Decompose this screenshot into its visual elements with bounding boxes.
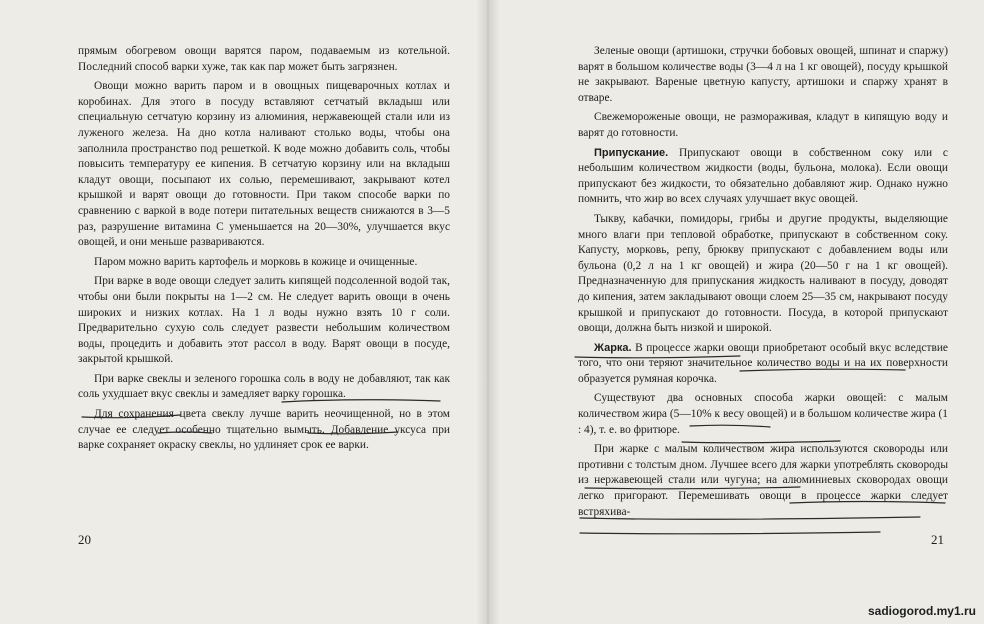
right-text-column — [578, 44, 948, 520]
paragraph: Овощи можно варить паром и в овощных пищеварочных котлах и коробинах. Для этого в посуду вставляют сетчатый вкладыш или специальную сетчатую корзину из алюминия, нержавеющей стали или из луженого железа. На дно котла наливают столько воды, чтобы она заполнила пространство под решеткой. К воде можно добавить соль, чтобы повысить температуру ее кипения. В сетчатую корзину или на вкладыш кладут овощи, посыпают их солью, перемешивают, закрывают котел крышкой и варят овощи до готовности. При таком способе варки по сравнению с варкой в воде потери питательных веществ снижаются в 3—5 раз, разрушение витамина С уменьшается на 20—30%, улучшается вкус овощей, и они меньше развариваются. — [78, 80, 450, 249]
paragraph — [578, 110, 948, 141]
paragraph-text: Припускают овощи в собственном соку или с небольшим количеством жидкости (воды, бульона, молока). Если овощи припускают без жидкости, то обязательно добавляют жир. Однако нужно помнить, что жир во всех случаях улучшает вкус овощей. — [578, 146, 948, 206]
book-gutter-shadow — [476, 0, 500, 624]
section-term: Жарка. — [594, 341, 632, 354]
page-number-left: 20 — [78, 532, 91, 547]
paragraph: Для сохранения цвета свеклу лучше варить неочищенной, но в этом случае ее следует особенно тщательно вымыть. Добавление уксуса при варке сохраняет окраску свеклы, но удлиняет срок ее варки. — [78, 408, 450, 452]
right-page — [488, 0, 984, 624]
page-number-right: 21 — [931, 532, 944, 547]
section-term: Припускание. — [594, 146, 669, 159]
left-page — [0, 0, 488, 624]
paragraph-text: Зеленые овощи (артишоки, стручки бобовых овощей, шпинат и спаржу) варят в большом количестве воды (3—4 л на 1 кг овощей), посуду крышкой не закрывают. Вареные цветную капусту, артишоки и спаржу хранят в отваре. — [578, 45, 948, 104]
paragraph: При варке в воде овощи следует залить кипящей подсоленной водой так, чтобы они были покрыты на 1—2 см. Не следует варить овощи в очень широких и низких котлах. На 1 л воды нужно взять 10 г соли. Предварительно сухую соль следует развести небольшим количеством воды, процедить и добавить этот рассол в воду. Варят овощи в посуде, закрытой крышкой. — [78, 275, 450, 366]
paragraph — [578, 44, 948, 106]
site-watermark: sadiogorod.my1.ru — [867, 604, 976, 618]
left-text-column — [78, 44, 450, 454]
paragraph — [578, 442, 948, 520]
paragraph-text: Существуют два основных способа жарки овощей: с малым количеством жира (5—10% к весу овощей) и в большом количестве жира (1 : 4), т. е. во фритюре. — [578, 392, 948, 436]
paragraph: прямым обогревом овощи варятся паром, подаваемым из котельной. Последний способ варки хуже, так как пар может быть загрязнен. — [78, 45, 450, 73]
paragraph — [578, 391, 948, 438]
paragraph — [578, 341, 948, 388]
paragraph: При варке свеклы и зеленого горошка соль в воду не добавляют, так как соль ухудшает вкус свеклы и замедляет варку горошка. — [78, 372, 450, 401]
paragraph — [578, 146, 948, 208]
paragraph: Паром можно варить картофель и морковь в кожице и очищенные. — [94, 255, 418, 268]
paragraph-text: При жарке с малым количеством жира используются сковороды или противни с толстым дном. Лучшее всего для жарки употреблять сковороды из нержавеющей стали или чугуна; на алюминиевых сковородах овощи легко пригорают. Перемешивать овощи в процессе жарки следует встряхива- — [578, 443, 948, 518]
paragraph — [578, 212, 948, 337]
paragraph-text: Свежемороженые овощи, не размораживая, кладут в кипящую воду и варят до готовности. — [578, 111, 948, 139]
paragraph-text: Тыкву, кабачки, помидоры, грибы и другие продукты, выделяющие много влаги при тепловой обработке, припускают в собственном соку. Капусту, морковь, репу, брюкву припускают с добавлением воды или бульона (0,2 л на 1 кг овощей) и жира (20—50 г на 1 кг овощей). Предназначенную для припускания жидкость наливают в посуду, доводят до кипения, затем закладывают овощи слоем 25—35 см, накрывают посуду крышкой и припускают до готовности. Посуда, в которой припускают овощи, должна быть низкой и широкой. — [578, 212, 948, 335]
paragraph-text: В процессе жарки овощи приобретают особый вкус вследствие того, что они теряют значительное количество воды и на их поверхности образуется румяная корочка. — [578, 341, 948, 385]
